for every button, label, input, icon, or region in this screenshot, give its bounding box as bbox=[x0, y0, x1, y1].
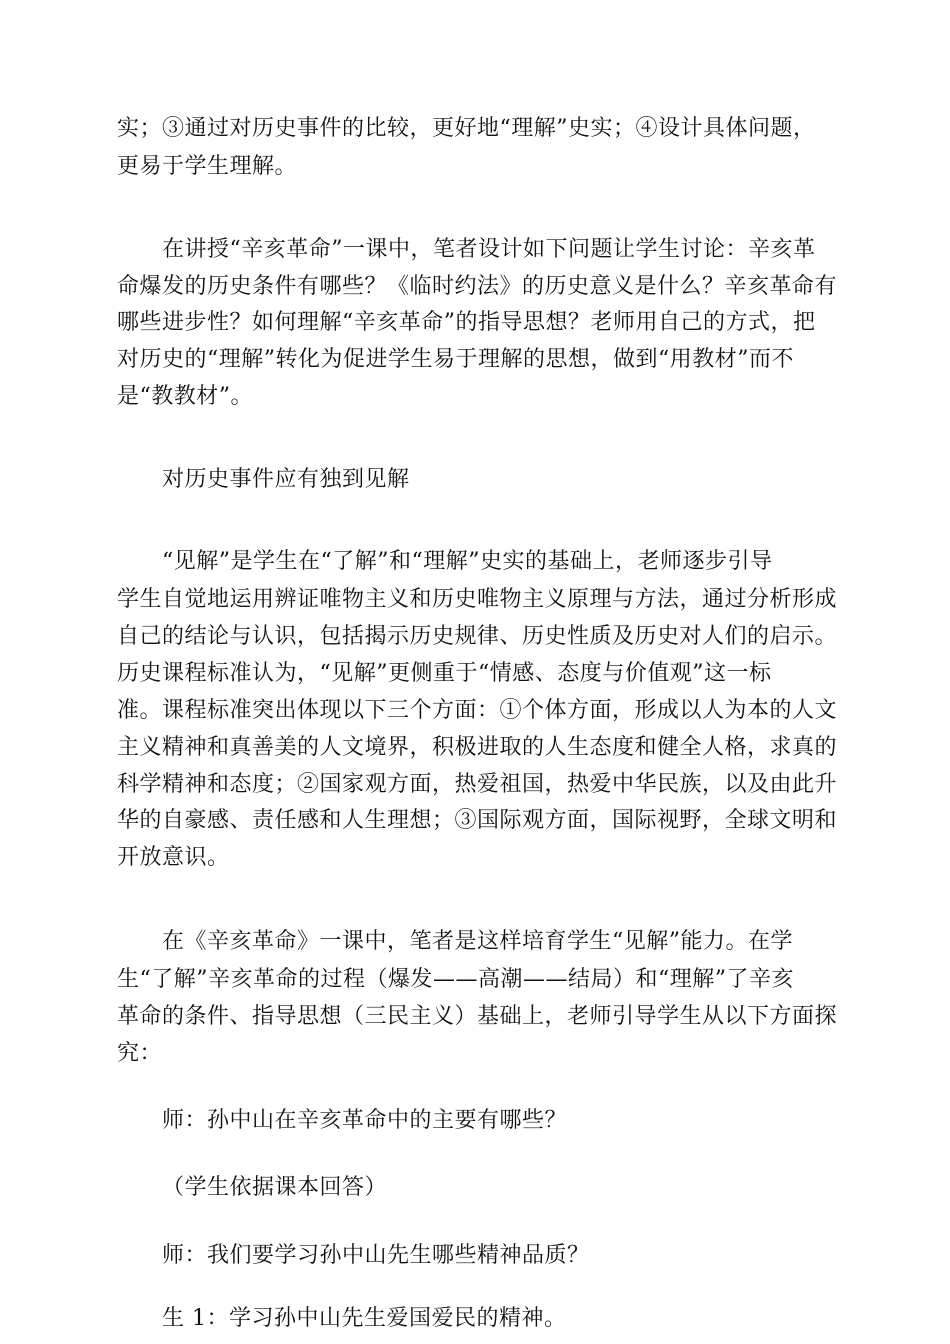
text-line: 科学精神和态度；②国家观方面，热爱祖国，热爱中华民族，以及由此升 bbox=[117, 772, 838, 797]
dialogue-line: 生 1：学习孙中山先生爱国爱民的精神。 bbox=[162, 1306, 567, 1331]
text-line: 学生自觉地运用辨证唯物主义和历史唯物主义原理与方法，通过分析形成 bbox=[117, 587, 838, 612]
section-heading: 对历史事件应有独到见解 bbox=[162, 467, 410, 492]
text-line: 哪些进步性？如何理解“辛亥革命”的指导思想？老师用自己的方式，把 bbox=[117, 310, 816, 335]
text-line: 生“了解”辛亥革命的过程（爆发——高潮——结局）和“理解”了辛亥 bbox=[117, 967, 794, 992]
dialogue-line: 师：我们要学习孙中山先生哪些精神品质？ bbox=[162, 1243, 590, 1268]
text-line: 命爆发的历史条件有哪些？《临时约法》的历史意义是什么？辛亥革命有 bbox=[117, 274, 838, 299]
text-line: 是“教教材”。 bbox=[117, 384, 253, 409]
text-line: 华的自豪感、责任感和人生理想；③国际观方面，国际视野，全球文明和 bbox=[117, 808, 838, 833]
text-line: 究： bbox=[117, 1041, 163, 1066]
text-line: 自己的结论与认识，包括揭示历史规律、历史性质及历史对人们的启示。 bbox=[117, 624, 838, 649]
text-line: 主义精神和真善美的人文境界，积极进取的人生态度和健全人格，求真的 bbox=[117, 735, 838, 760]
text-line: 历史课程标准认为，“见解”更侧重于“情感、态度与价值观”这一标 bbox=[117, 661, 772, 686]
text-line: 实；③通过对历史事件的比较，更好地“理解”史实；④设计具体问题， bbox=[117, 116, 816, 141]
text-line: 在讲授“辛亥革命”一课中，笔者设计如下问题让学生讨论：辛亥革 bbox=[162, 237, 816, 262]
text-line: 对历史的“理解”转化为促进学生易于理解的思想，做到“用教材”而不 bbox=[117, 347, 794, 372]
text-line: 准。课程标准突出体现以下三个方面：①个体方面，形成以人为本的人文 bbox=[117, 698, 838, 723]
text-line: 更易于学生理解。 bbox=[117, 154, 298, 179]
dialogue-line: 师：孙中山在辛亥革命中的主要有哪些？ bbox=[162, 1108, 568, 1133]
text-line: 在《辛亥革命》一课中，笔者是这样培育学生“见解”能力。在学 bbox=[162, 929, 793, 954]
text-line: 革命的条件、指导思想（三民主义）基础上，老师引导学生从以下方面探 bbox=[117, 1004, 838, 1029]
text-line: 开放意识。 bbox=[117, 845, 230, 870]
dialogue-line: （学生依据课本回答） bbox=[162, 1175, 388, 1200]
text-line: “见解”是学生在“了解”和“理解”史实的基础上，老师逐步引导 bbox=[162, 549, 773, 574]
